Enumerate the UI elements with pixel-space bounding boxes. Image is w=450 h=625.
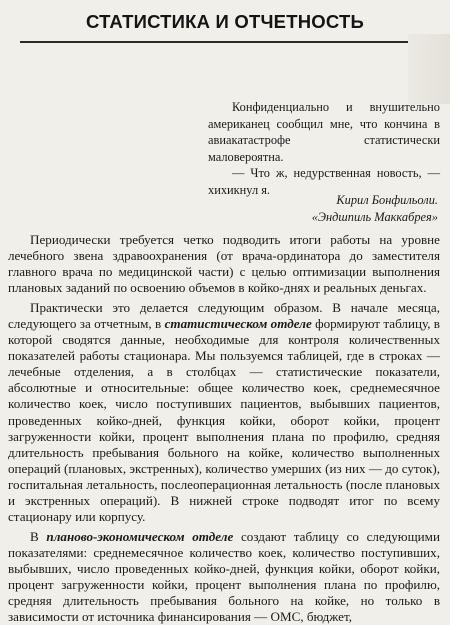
paragraph-2-start: Практически это делается следующим образом. В начале месяца, следующего за отчетным, в bbox=[8, 299, 440, 331]
running-header bbox=[0, 0, 450, 50]
epigraph bbox=[208, 99, 440, 199]
main-text bbox=[8, 232, 440, 625]
bleed-through-shadow bbox=[408, 34, 450, 104]
epigraph-source: «Эндшпиль Маккабрея» bbox=[311, 209, 438, 224]
epigraph-author: Кирил Бонфильоли. bbox=[336, 193, 438, 207]
paragraph-3-rest: создают таблицу со следующими показателями: среднемесячное количество коек, количество поступивших, выбывших, число проведенных койко-дней, функция койки, оборот койки, процент загруженности койки, процент выполнения плана по профилю, средняя длительность пребывания больного на койке, но только в зависимости от источника финансирования — ОМС, бюджет, bbox=[8, 528, 440, 625]
paragraph-3-start: В bbox=[30, 528, 47, 544]
paragraph-2-rest: формируют таблицу, в которой сводятся данные, необходимые для контроля количественных показателей работы стационара. Мы пользуемся таблицей, где в строках — лечебные отделения, а в столбцах — статистические показатели, абсолютные и относительные: общее количество коек, среднемесячное количество коек, число поступивших пациентов, выбывших пациентов, проведенных койко-дней, функция койки, оборот койки, процент загруженности койки, процент выполнения плана по профилю, средняя длительность пребывания больного на койке, количество выполненных операций (плановых, экстренных), количество умерших (из них — до суток), госпитальная летальность, послеоперационная летальность (после плановых и экстренных операций). В нижней строке подводят итог по всему стационару или корпусу. bbox=[8, 315, 440, 525]
paragraph-2 bbox=[8, 300, 440, 525]
paragraph-1: Периодически требуется четко подводить итоги работы на уровне лечебного звена здравоохранения (от врача-ординатора до заместителя главного врача по медицинской части) с целью оптимизации выполнения плановых заданий по освоению объемов в койко-днях и реальных деньгах. bbox=[8, 232, 440, 296]
header-rule bbox=[20, 41, 408, 43]
epigraph-reply: — Что ж, недурственная новость, — хихикнул я. bbox=[208, 166, 440, 197]
emphasis-planning-dept: планово-экономическом отделе bbox=[46, 528, 234, 544]
epigraph-text: Конфиденциально и внушительно американец сообщил мне, что кончина в авиакатастрофе статистически маловероятна. bbox=[208, 100, 440, 164]
emphasis-statistics-dept: статистическом отделе bbox=[164, 315, 312, 331]
epigraph-attribution bbox=[178, 192, 438, 225]
chapter-title: СТАТИСТИКА И ОТЧЕТНОСТЬ bbox=[86, 11, 364, 32]
